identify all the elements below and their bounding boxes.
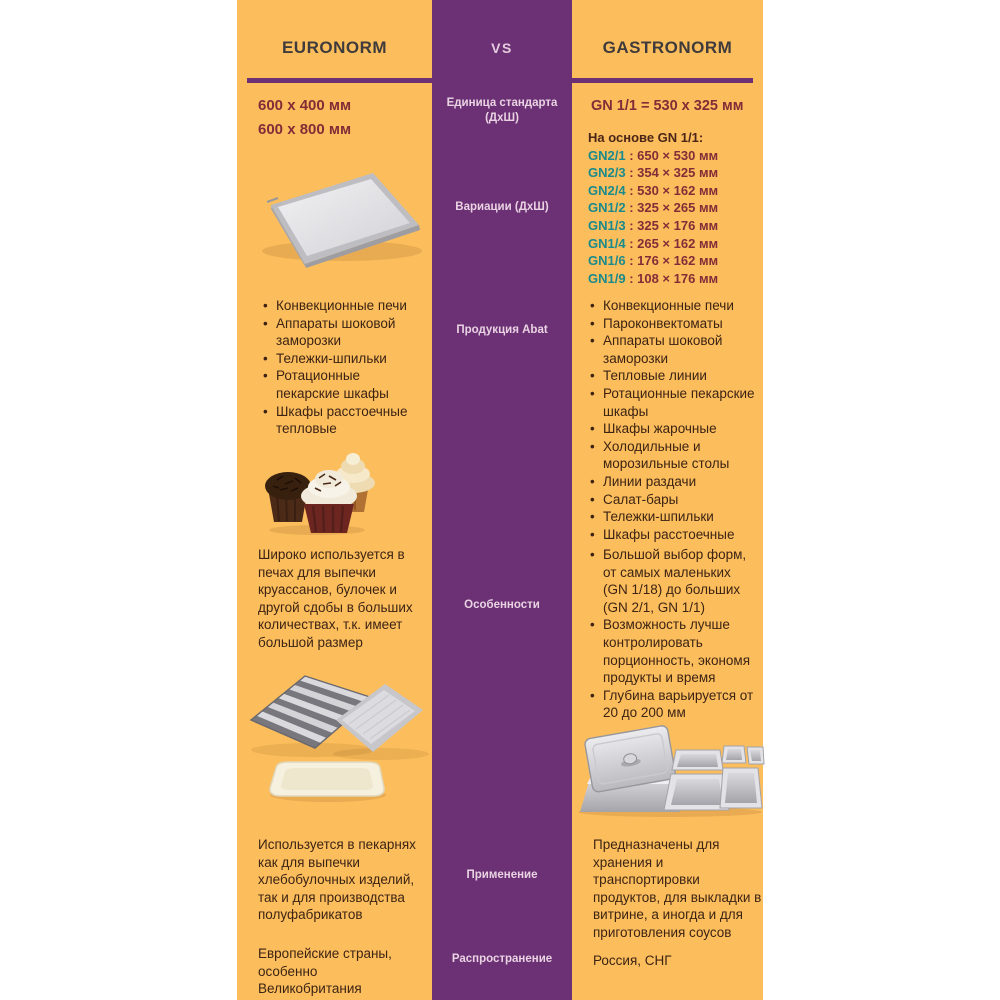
gn-containers-image	[574, 720, 766, 818]
gastronorm-product-item: • Линии раздачи	[589, 473, 755, 491]
euronorm-title: EURONORM	[281, 38, 388, 57]
gn-code: GN1/2	[588, 200, 626, 216]
gastronorm-feature-item: • Возможность лучше контролировать порционность, экономя продукты и время	[589, 616, 757, 686]
category-variations: Вариации (ДхШ)	[455, 201, 549, 213]
gn-code: GN1/4	[588, 235, 626, 251]
euronorm-size-line: 600 x 800 мм	[258, 121, 352, 138]
gn-variations-intro: На основе GN 1/1:	[588, 130, 704, 145]
gastronorm-features-list	[589, 546, 757, 722]
gastronorm-product-item: • Салат-бары	[589, 491, 755, 509]
gn-variation-item	[588, 252, 718, 270]
euronorm-application-text: Используется в пекарнях как для выпечки хлебобулочных изделий, так и для производства полуфабрикатов	[258, 837, 416, 923]
gastronorm-product-item: • Тепловые линии	[589, 367, 755, 385]
euronorm-distribution-text: Европейские страны, особенно Великобритания	[258, 946, 392, 997]
gastronorm-product-item: • Ротационные пекарские шкафы	[589, 385, 755, 420]
gn-variation-item	[588, 217, 718, 235]
euronorm-product-item: • Тележки-шпильки	[262, 350, 424, 368]
euronorm-product-item: • Ротационные пекарские шкафы	[262, 367, 424, 402]
euronorm-features-text: Широко используется в печах для выпечки круассанов, булочек и другой сдобы в больших количествах, т.к. имеет большой размер	[258, 547, 413, 650]
gastronorm-distribution-text: Россия, СНГ	[593, 953, 672, 968]
euronorm-product-item: • Аппараты шоковой заморозки	[262, 315, 424, 350]
gn-code: GN1/3	[588, 217, 626, 233]
gn-variation-item	[588, 164, 718, 182]
category-standard-unit	[432, 96, 572, 126]
gastronorm-product-item: • Аппараты шоковой заморозки	[589, 332, 755, 367]
vs-column-background	[432, 0, 572, 1000]
euronorm-sizes	[258, 94, 351, 142]
gastronorm-product-item: • Пароконвектоматы	[589, 315, 755, 333]
euronorm-product-item: • Конвекционные печи	[262, 297, 424, 315]
gn-size: : 108 × 176 мм	[625, 270, 719, 286]
gn-variation-item	[588, 235, 718, 253]
euronorm-product-item: • Шкафы расстоечные тепловые	[262, 403, 424, 438]
gn-size: : 325 × 176 мм	[625, 217, 719, 233]
gastronorm-feature-item: • Глубина варьируется от 20 до 200 мм	[589, 687, 757, 722]
cupcakes-image	[255, 436, 390, 536]
gn-code: GN1/9	[588, 270, 626, 286]
category-standard-unit-line1: Единица стандарта	[446, 97, 558, 109]
gn-size: : 650 × 530 мм	[625, 147, 719, 163]
gastronorm-base-size: GN 1/1 = 530 x 325 мм	[591, 98, 744, 114]
category-distribution: Распространение	[451, 953, 553, 965]
bakery-trays-image	[243, 662, 435, 807]
sheet-pan-image	[247, 163, 429, 269]
vs-label: VS	[491, 40, 513, 56]
gastronorm-products-list	[589, 297, 755, 543]
gastronorm-product-item: • Холодильные и морозильные столы	[589, 438, 755, 473]
gastronorm-product-item: • Конвекционные печи	[589, 297, 755, 315]
gn-size: : 176 × 162 мм	[625, 253, 719, 269]
divider-left	[247, 78, 432, 83]
euronorm-products-list	[262, 297, 424, 438]
gn-variation-item	[588, 199, 718, 217]
gn-size: : 325 × 265 мм	[625, 200, 719, 216]
divider-right	[572, 78, 753, 83]
category-features: Особенности	[464, 599, 540, 611]
euronorm-size-line: 600 x 400 мм	[258, 97, 352, 114]
gastronorm-product-item: • Шкафы жарочные	[589, 420, 755, 438]
gn-size: : 530 × 162 мм	[625, 182, 719, 198]
gn-variation-item	[588, 147, 718, 165]
gn-code: GN2/1	[588, 147, 626, 163]
gn-code: GN1/6	[588, 253, 626, 269]
gn-variations-list	[588, 129, 718, 287]
gastronorm-product-item: • Тележки-шпильки	[589, 508, 755, 526]
gastronorm-title: GASTRONORM	[602, 38, 733, 57]
gn-code: GN2/3	[588, 165, 626, 181]
gastronorm-feature-item: • Большой выбор форм, от самых маленьких (GN 1/18) до больших (GN 2/1, GN 1/1)	[589, 546, 757, 616]
category-application: Применение	[466, 869, 538, 881]
category-standard-unit-line2: (ДхШ)	[485, 112, 519, 124]
gastronorm-product-item: • Шкафы расстоечные	[589, 526, 755, 544]
gastronorm-application-text: Предназначены для хранения и транспортировки продуктов, для выкладки в витрине, а иногда и для приготовления соусов	[593, 837, 762, 940]
gn-variation-item	[588, 270, 718, 288]
gn-variation-item	[588, 182, 718, 200]
gn-size: : 354 × 325 мм	[625, 165, 719, 181]
gn-size: : 265 × 162 мм	[625, 235, 719, 251]
category-products: Продукция Abat	[456, 324, 548, 336]
gn-code: GN2/4	[588, 182, 626, 198]
comparison-board	[237, 0, 763, 1000]
